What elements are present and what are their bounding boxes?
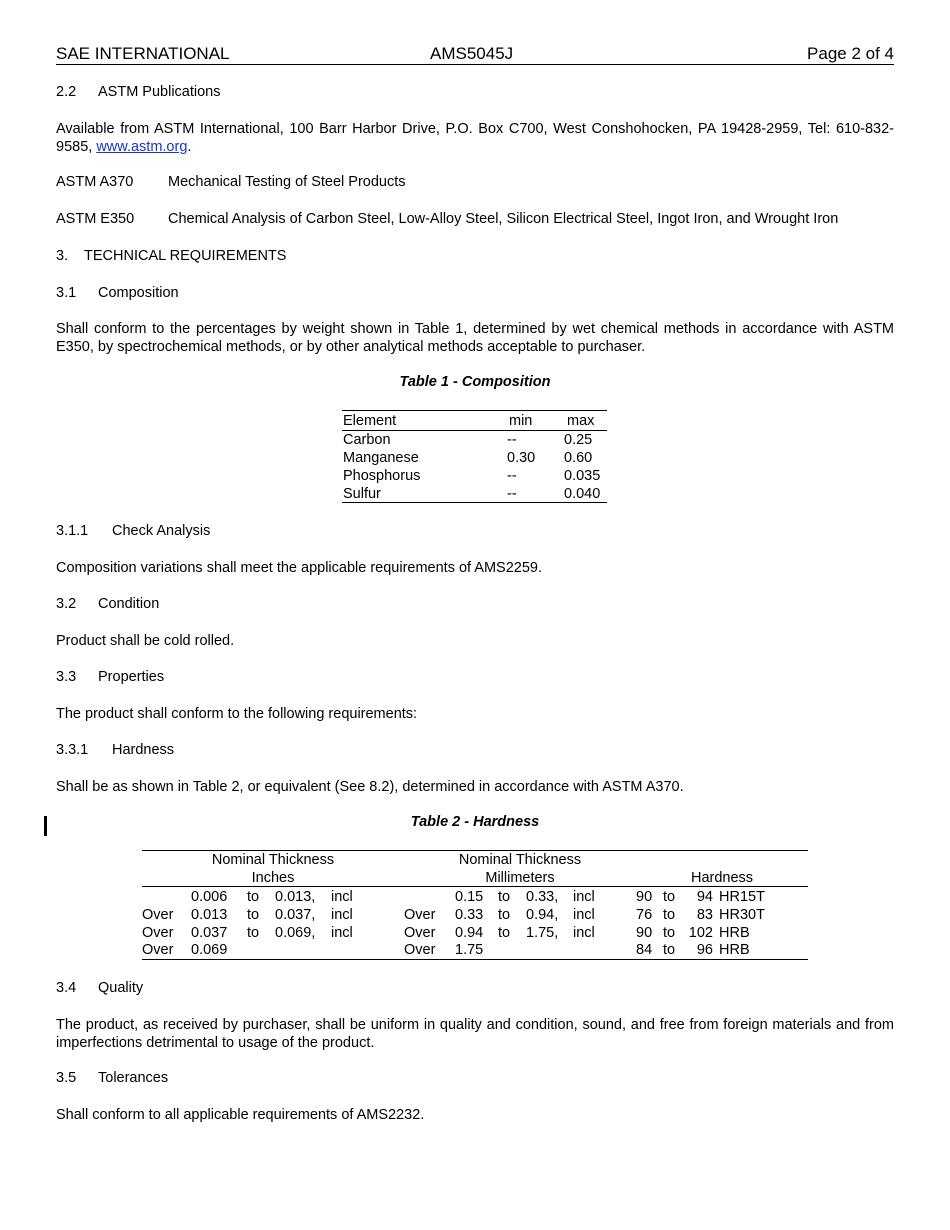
astm-website-link[interactable]: www.astm.org xyxy=(96,139,188,155)
table-1-cell: -- xyxy=(507,432,517,448)
table-2-cell: HRB xyxy=(719,925,750,941)
table-2-cell: Over xyxy=(404,907,436,923)
table-1-cell: -- xyxy=(507,486,517,502)
table-2-cell: 1.75 xyxy=(455,942,484,958)
table-2-cell: 0.069 xyxy=(191,942,228,958)
table-2-cell: incl xyxy=(331,925,353,941)
section-3-2-heading: 3.2 Condition xyxy=(56,596,160,612)
section-3-4-heading: 3.4 Quality xyxy=(56,980,144,996)
section-3-1-1-heading: 3.1.1 Check Analysis xyxy=(56,523,211,539)
section-3-3-heading: 3.3 Properties xyxy=(56,669,165,685)
table-1-cell: 0.035 xyxy=(564,468,601,484)
section-3-heading: 3. TECHNICAL REQUIREMENTS xyxy=(56,248,287,264)
table-2-cell: 0.94 xyxy=(455,925,484,941)
table-2-cell: incl xyxy=(573,907,595,923)
section-3-5-body: Shall conform to all applicable requirements of AMS2232. xyxy=(56,1107,425,1123)
section-3-1-body: Shall conform to the percentages by weight shown in Table 1, determined by wet chemical methods in accordance with ASTM E350, by spectrochemical methods, or by other analytical methods acceptable to purchaser. xyxy=(56,321,894,355)
table-1-caption: Table 1 - Composition xyxy=(399,374,551,390)
table-1-cell: Carbon xyxy=(343,432,391,448)
header-page-number: Page 2 of 4 xyxy=(807,44,894,63)
table-2-cell: incl xyxy=(331,907,353,923)
table-2-cell: 84 xyxy=(636,942,653,958)
table-1-header-element: Element xyxy=(343,413,397,429)
table-2-cell: HR15T xyxy=(719,889,765,905)
table-2-cell: to xyxy=(498,925,511,941)
table-2-cell: 0.037 xyxy=(191,925,228,941)
table-2-cell: 96 xyxy=(696,942,713,958)
table-2-cell: Over xyxy=(142,907,174,923)
page-header xyxy=(56,44,894,65)
table-2-cell: to xyxy=(663,889,676,905)
table-1-cell: 0.60 xyxy=(564,450,593,466)
table-2-cell: to xyxy=(498,907,511,923)
table-2-cell: Over xyxy=(404,925,436,941)
table-2-cell: 83 xyxy=(696,907,713,923)
table-1-header-min: min xyxy=(509,413,533,429)
table-2-cell: 0.15 xyxy=(455,889,484,905)
header-org: SAE INTERNATIONAL xyxy=(56,44,230,63)
table-2-cell: 0.006 xyxy=(191,889,228,905)
section-3-1-1-body: Composition variations shall meet the applicable requirements of AMS2259. xyxy=(56,560,543,576)
table-2-bottom-rule xyxy=(142,959,808,960)
table-1-cell: 0.040 xyxy=(564,486,601,502)
table-1-cell: 0.30 xyxy=(507,450,536,466)
table-2-cell: 0.037, xyxy=(275,907,316,923)
table-2-header-rule xyxy=(142,886,808,887)
table-2-cell: 0.94, xyxy=(526,907,559,923)
section-3-4-body: The product, as received by purchaser, shall be uniform in quality and condition, sound, and free from foreign materials and from imperfections detrimental to usage of the product. xyxy=(56,1017,894,1051)
table-2-cell: incl xyxy=(573,889,595,905)
table-2-cell: 0.013, xyxy=(275,889,316,905)
table-2-cell: to xyxy=(663,925,676,941)
table-2-cell: 0.33 xyxy=(455,907,484,923)
table-2-cell: Over xyxy=(142,925,174,941)
table-1-cell: -- xyxy=(507,468,517,484)
table-2-cell: HRB xyxy=(719,942,750,958)
table-2-cell: 90 xyxy=(636,925,653,941)
table-2-cell: 76 xyxy=(636,907,653,923)
table-1-header-max: max xyxy=(567,413,595,429)
table-2-header-hardness: Hardness xyxy=(690,870,754,886)
table-2-cell: HR30T xyxy=(719,907,765,923)
table-2-cell: 0.33, xyxy=(526,889,559,905)
table-2-header-mm-2: Millimeters xyxy=(485,870,555,886)
section-3-3-1-body: Shall be as shown in Table 2, or equivalent (See 8.2), determined in accordance with ASTM A370. xyxy=(56,779,684,795)
table-2-cell: to xyxy=(247,889,260,905)
table-2-cell: incl xyxy=(573,925,595,941)
table-1-bottom-rule xyxy=(342,502,607,503)
table-2-cell: to xyxy=(247,907,260,923)
section-3-3-1-heading: 3.3.1 Hardness xyxy=(56,742,175,758)
section-3-5-heading: 3.5 Tolerances xyxy=(56,1070,169,1086)
table-1-cell: Phosphorus xyxy=(343,468,421,484)
table-2-cell: to xyxy=(498,889,511,905)
table-2-cell: Over xyxy=(142,942,174,958)
table-1-top-rule xyxy=(342,410,607,411)
table-2-cell: 90 xyxy=(636,889,653,905)
table-2-header-mm-1: Nominal Thickness xyxy=(458,852,582,868)
section-3-3-body: The product shall conform to the following requirements: xyxy=(56,706,418,722)
table-2-cell: to xyxy=(663,942,676,958)
table-1-cell: Manganese xyxy=(343,450,419,466)
section-3-1-heading: 3.1 Composition xyxy=(56,285,179,301)
table-2-caption: Table 2 - Hardness xyxy=(410,814,540,830)
table-2-cell: 94 xyxy=(696,889,713,905)
astm-availability-text: Available from ASTM International, 100 Barr Harbor Drive, P.O. Box C700, West Conshohocken, PA 19428-2959, Tel: 610-832-9585, www.astm.org. xyxy=(56,121,894,155)
table-2-cell: 0.013 xyxy=(191,907,228,923)
table-2-cell: 0.069, xyxy=(275,925,316,941)
table-2-cell: 1.75, xyxy=(526,925,559,941)
header-doc-id: AMS5045J xyxy=(430,44,514,63)
table-2-cell: to xyxy=(663,907,676,923)
section-2-2-heading: 2.2 ASTM Publications xyxy=(56,84,221,100)
table-2-header-inches-1: Nominal Thickness xyxy=(211,852,335,868)
table-2-cell: 102 xyxy=(688,925,713,941)
table-1-cell: 0.25 xyxy=(564,432,593,448)
section-3-2-body: Product shall be cold rolled. xyxy=(56,633,235,649)
table-2-cell: incl xyxy=(331,889,353,905)
table-2-header-inches-2: Inches xyxy=(251,870,295,886)
table-2-cell: Over xyxy=(404,942,436,958)
table-2-cell: to xyxy=(247,925,260,941)
table-1-cell: Sulfur xyxy=(343,486,381,502)
